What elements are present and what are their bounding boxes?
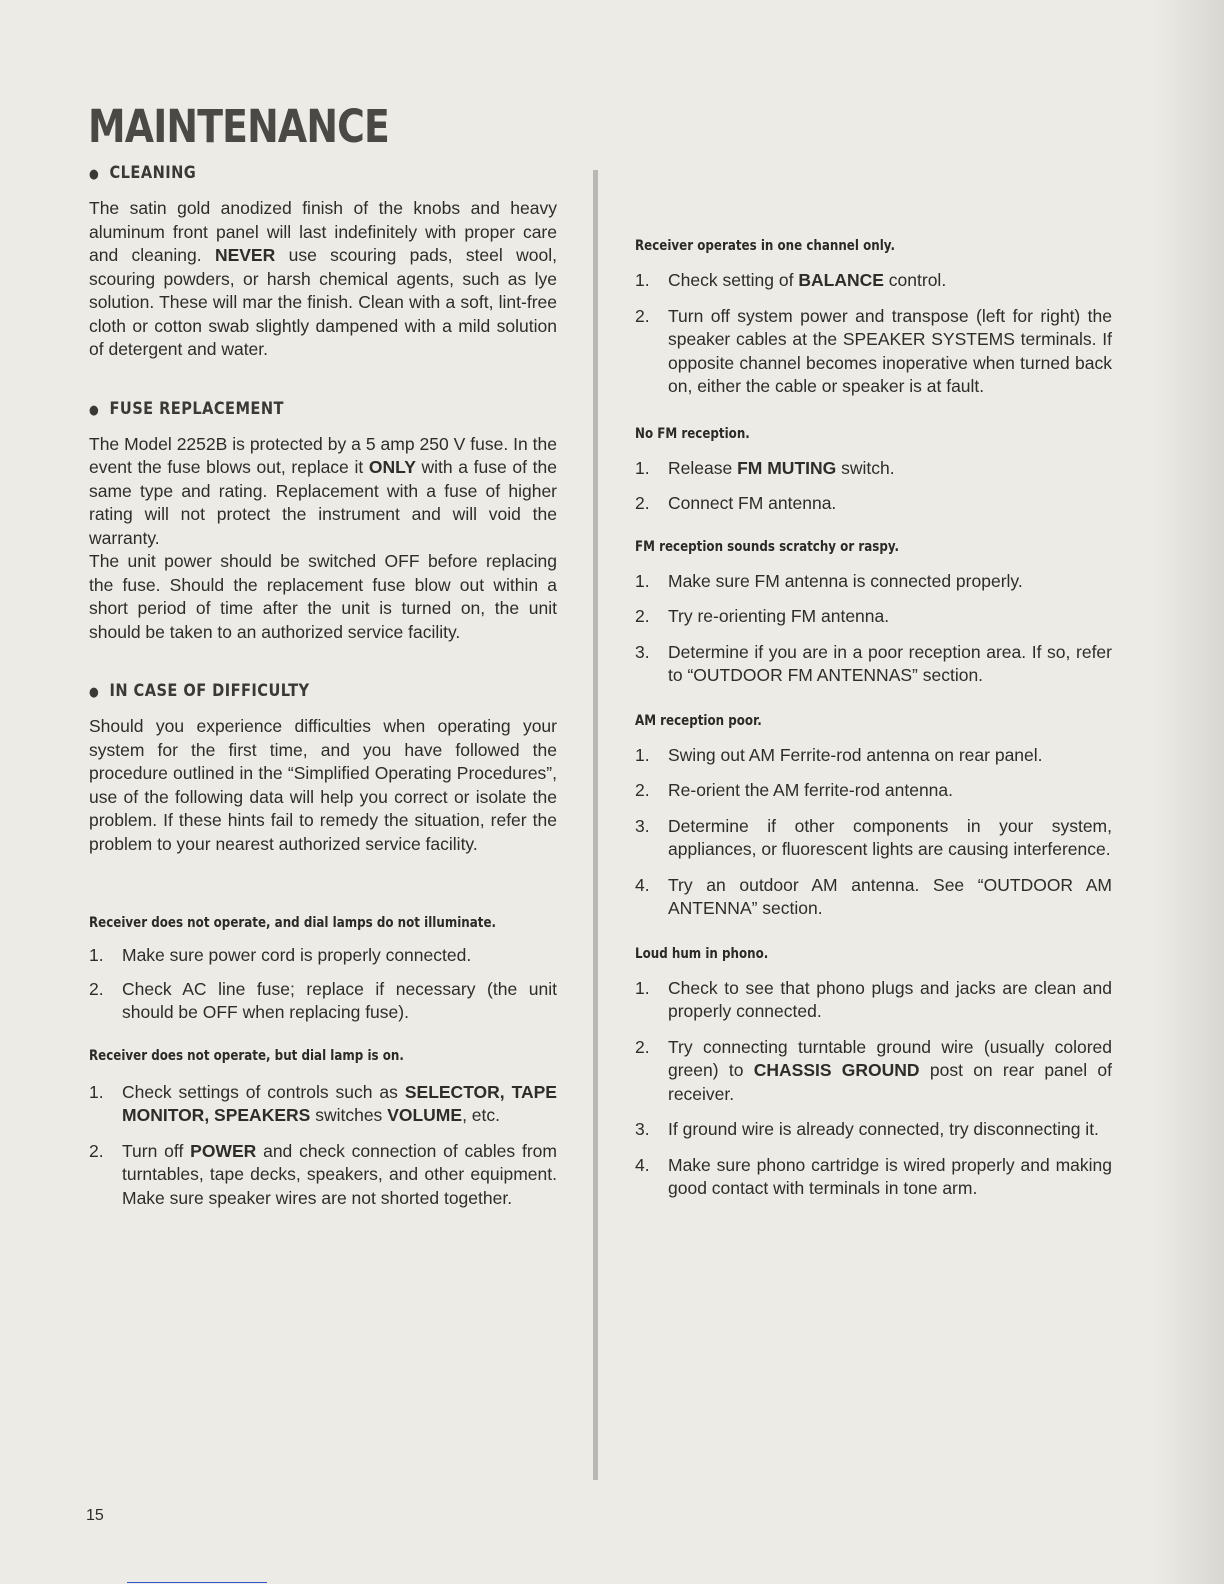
one-channel-list	[635, 269, 1112, 399]
list-item-text: , etc.	[462, 1105, 500, 1125]
list-item: 1. Make sure power cord is properly connected.	[89, 945, 472, 965]
cleaning-heading-text: CLEANING	[109, 163, 197, 183]
fuse-heading-text: FUSE REPLACEMENT	[109, 398, 284, 419]
lamp-on-list	[89, 1081, 557, 1211]
list-item: 3. Determine if you are in a poor reception area. If so, refer to “OUTDOOR FM ANTENNAS” section.	[635, 641, 1112, 685]
problem-title-no-operate: Receiver does not operate, and dial lamps do not illuminate.	[89, 915, 497, 931]
list-item: 1. Release FM MUTING switch.	[635, 457, 895, 478]
list-item-text: Check AC line fuse; replace if necessary (the unit should be OFF when replacing fuse).	[122, 978, 557, 1022]
list-item-text: Turn off	[122, 1140, 184, 1161]
list-item-text: Make sure FM antenna is connected properly.	[668, 570, 1023, 591]
list-item-text: Check to see that phono plugs and jacks are clean and properly connected.	[668, 977, 1112, 1021]
list-item: 3. If ground wire is already connected, try disconnecting it.	[635, 1119, 1099, 1139]
fm-scratchy-list	[635, 570, 1112, 688]
list-item-emphasis: POWER	[190, 1140, 257, 1161]
list-item-text: Make sure power cord is properly connected.	[122, 945, 472, 965]
hum-list	[635, 977, 1112, 1201]
list-item: 3. Determine if other components in your system, appliances, or fluorescent lights are causing interference.	[635, 815, 1112, 859]
problem-title-fm-scratchy: FM reception sounds scratchy or raspy.	[635, 538, 900, 555]
list-item: 1. Swing out AM Ferrite-rod antenna on rear panel.	[635, 744, 1043, 765]
list-item: 2. Try re-orienting FM antenna.	[635, 606, 890, 626]
problem-title-am-poor: AM reception poor.	[635, 712, 762, 729]
fuse-paragraph	[89, 433, 557, 551]
problem-title-lamp-on: Receiver does not operate, but dial lamp is on.	[89, 1047, 404, 1064]
am-poor-list	[635, 744, 1112, 921]
list-item-emphasis: FM MUTING	[737, 457, 837, 478]
list-item-text: control.	[888, 270, 947, 290]
list-item-emphasis: VOLUME	[387, 1105, 463, 1125]
bullet-icon: ●	[89, 167, 100, 182]
fuse-text-2: with a fuse of the same type and rating. Replacement with a fuse of higher rating will not protect the instrument and will void the warranty.	[89, 457, 557, 548]
list-item-text: Release	[668, 457, 733, 478]
list-item-text: post on rear panel of receiver.	[668, 1060, 1113, 1104]
list-item-emphasis: SELECTOR, TAPE MONITOR, SPEAKERS	[122, 1081, 557, 1125]
list-item-text: Re-orient the AM ferrite-rod antenna.	[668, 780, 954, 800]
list-item-text: Check settings of controls such as	[122, 1081, 398, 1102]
fuse-text-1: The Model 2252B is protected by a 5 amp 250 V fuse. In the event the fuse blows out, replace it	[89, 433, 557, 477]
bullet-icon: ●	[89, 402, 100, 418]
list-item: 1. Make sure FM antenna is connected properly.	[635, 570, 1023, 591]
no-fm-list	[635, 457, 1112, 516]
list-item: 1. Check to see that phono plugs and jacks are clean and properly connected.	[635, 977, 1112, 1021]
column-divider	[593, 170, 598, 1480]
list-item-emphasis: BALANCE	[798, 270, 884, 290]
fuse-paragraph-2: The unit power should be switched OFF before replacing the fuse. Should the replacement fuse blow out within a short period of time after the unit is turned on, the unit should be taken to an authorized service facility.	[89, 551, 557, 642]
list-item-text: switches	[315, 1105, 383, 1125]
list-item-text: Turn off system power and transpose (left for right) the speaker cables at the SPEAKER SYSTEMS terminals. If opposite channel becomes inoperative when turned back on, either the cable or speaker is at fault.	[668, 305, 1112, 396]
difficulty-paragraph: Should you experience difficulties when operating your system for the first time, and you have followed the procedure outlined in the “Simplified Operating Procedures”, use of the following data will help you correct or isolate the problem. If these hints fail to remedy the situation, refer the problem to your nearest authorized service facility.	[89, 716, 557, 854]
list-item-text: Check setting of	[668, 270, 794, 290]
list-item-text: and check connection of cables from turntables, tape decks, speakers, and other equipment. Make sure speaker wires are not shorted together.	[122, 1140, 557, 1208]
cleaning-emphasis: NEVER	[214, 245, 276, 265]
cleaning-paragraph	[89, 197, 557, 362]
list-item-text: Connect FM antenna.	[668, 493, 837, 513]
list-item: 2. Turn off POWER and check connection of cables from turntables, tape decks, speakers, and other equipment. Make sure speaker wires are not shorted together.	[89, 1140, 557, 1208]
problem-title-hum: Loud hum in phono.	[635, 945, 769, 962]
no-operate-list	[89, 944, 557, 1025]
cleaning-heading	[89, 163, 491, 183]
cleaning-text-2: use scouring pads, steel wool, scouring powders, or harsh chemical agents, such as lye solution. These will mar the finish. Clean with a soft, lint-free cloth or cotton swab slightly dampened with a mild solution of detergent and water.	[89, 245, 557, 359]
right-column	[635, 167, 1112, 1201]
page-title: MAINTENANCE	[88, 100, 390, 153]
difficulty-heading-text: IN CASE OF DIFFICULTY	[109, 681, 310, 701]
difficulty-heading	[89, 681, 491, 701]
list-item: 4. Make sure phono cartridge is wired properly and making good contact with terminals in tone arm.	[635, 1154, 1112, 1198]
fuse-emphasis: ONLY	[368, 457, 416, 477]
page-edge-shadow	[1154, 0, 1224, 1584]
list-item: 2. Re-orient the AM ferrite-rod antenna.	[635, 780, 954, 800]
list-item-text: Try re-orienting FM antenna.	[668, 606, 890, 626]
list-item: 2. Connect FM antenna.	[635, 493, 837, 513]
list-item-text: Try connecting turntable ground wire (usually colored green) to	[668, 1036, 1112, 1080]
problem-title-one-channel: Receiver operates in one channel only.	[635, 238, 895, 254]
fuse-heading	[89, 399, 491, 419]
list-item-text: Swing out AM Ferrite-rod antenna on rear panel.	[668, 744, 1043, 765]
list-item-text: Make sure phono cartridge is wired properly and making good contact with terminals in tone arm.	[668, 1154, 1112, 1198]
list-item-text: If ground wire is already connected, try disconnecting it.	[668, 1119, 1099, 1139]
bullet-icon: ●	[89, 685, 100, 700]
list-item: 2. Check AC line fuse; replace if necessary (the unit should be OFF when replacing fuse).	[89, 978, 557, 1022]
left-column	[89, 163, 557, 1210]
list-item-text: Try an outdoor AM antenna. See “OUTDOOR AM ANTENNA” section.	[668, 874, 1112, 918]
link-underline	[127, 1582, 267, 1583]
list-item-text: switch.	[841, 457, 895, 478]
problem-title-no-fm: No FM reception.	[635, 425, 750, 442]
cleaning-text-1: The satin gold anodized finish of the knobs and heavy aluminum front panel will last indefinitely with proper care and cleaning.	[89, 198, 557, 265]
list-item: 1. Check setting of BALANCE control.	[635, 270, 947, 290]
list-item: 2. Turn off system power and transpose (left for right) the speaker cables at the SPEAKER SYSTEMS terminals. If opposite channel becomes inoperative when turned back on, either the cable or speaker is at fault.	[635, 305, 1112, 396]
list-item-emphasis: CHASSIS GROUND	[753, 1060, 920, 1080]
list-item: 1. Check settings of controls such as SELECTOR, TAPE MONITOR, SPEAKERS switches VOLUME, etc.	[89, 1081, 557, 1125]
list-item: 2. Try connecting turntable ground wire (usually colored green) to CHASSIS GROUND post on rear panel of receiver.	[635, 1036, 1113, 1104]
list-item: 4. Try an outdoor AM antenna. See “OUTDOOR AM ANTENNA” section.	[635, 874, 1112, 918]
list-item-text: Determine if you are in a poor reception area. If so, refer to “OUTDOOR FM ANTENNAS” section.	[668, 641, 1112, 685]
list-item-text: Determine if other components in your system, appliances, or fluorescent lights are causing interference.	[668, 815, 1112, 859]
page-number: 15	[86, 1507, 104, 1524]
